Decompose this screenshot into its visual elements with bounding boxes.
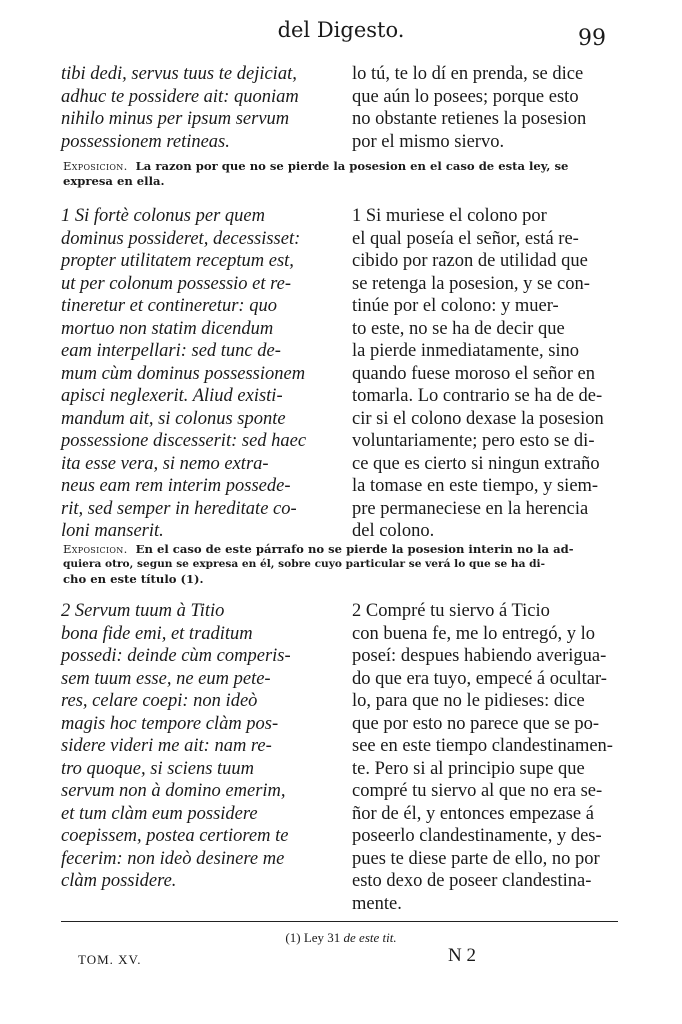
exposition-note-1	[63, 159, 618, 189]
latin-line: possessione discesserit: sed haec	[61, 431, 307, 451]
spanish-line: se retenga la posesion, y se con-	[352, 273, 590, 294]
spanish-line: ce que es cierto si ningun extraño	[352, 453, 600, 474]
exposition-line: expresa en ella.	[63, 174, 165, 188]
exposition-line: En el caso de este párrafo no se pierde la posesion interin no la ad-	[135, 542, 574, 556]
exposition-line: La razon por que no se pierde la posesion en el caso de esta ley, se	[135, 159, 569, 173]
latin-line: et tum clàm eum possidere	[61, 803, 258, 824]
spanish-line: la tomase en este tiempo, y siem-	[352, 476, 599, 496]
latin-line: bona fide emi, et traditum	[61, 623, 253, 644]
latin-line: dominus possideret, decessisset:	[61, 228, 301, 249]
latin-line: possedi: deinde cùm comperis-	[61, 646, 291, 666]
exposition-note-2	[63, 542, 618, 587]
spanish-line: to este, no se ha de decir que	[352, 318, 565, 339]
spanish-line: do que era tuyo, empecé á ocultar-	[352, 668, 607, 689]
latin-line: adhuc te possidere ait: quoniam	[61, 86, 299, 107]
spanish-line: pues te diese parte de ello, no por	[352, 848, 600, 869]
running-header: del Digesto.	[277, 18, 405, 42]
spanish-line: mente.	[352, 893, 402, 914]
spanish-line: voluntariamente; pero esto se di-	[352, 431, 595, 451]
spanish-line: 2 Compré tu siervo á Ticio	[352, 601, 550, 621]
spanish-line: te. Pero si al principio supe que	[352, 758, 585, 779]
spanish-line: see en este tiempo clandestinamen-	[352, 736, 613, 756]
spanish-line: que por esto no parece que se po-	[352, 713, 600, 734]
spanish-line: esto dexo de poseer clandestina-	[352, 871, 592, 891]
page-number: 99	[578, 26, 606, 51]
spanish-line: quando fuese moroso el señor en	[352, 363, 596, 384]
footnote-italic-text: de este tit.	[343, 930, 397, 945]
latin-line: loni manserit.	[61, 521, 164, 541]
spanish-line: la pierde inmediatamente, sino	[352, 341, 580, 361]
spanish-text-block-1	[352, 205, 604, 543]
latin-line: servum non à domino emerim,	[61, 781, 286, 801]
volume-label: TOM. XV.	[78, 952, 142, 967]
latin-line: nihilo minus per ipsum servum	[61, 109, 290, 129]
spanish-line: cir si el colono dexase la posesion	[352, 408, 604, 429]
latin-line: ita esse vera, si nemo extra-	[61, 453, 269, 474]
latin-line: res, celare coepi: non ideò	[61, 691, 258, 711]
spanish-text-block-0	[352, 63, 586, 153]
latin-text-block-0	[61, 63, 299, 153]
spanish-line: 1 Si muriese el colono por	[352, 206, 547, 226]
latin-line: 1 Si fortè colonus per quem	[61, 206, 265, 226]
latin-line: apisci neglexerit. Aliud existi-	[61, 386, 283, 406]
spanish-line: que aún lo posees; porque esto	[352, 86, 579, 107]
spanish-line: compré tu siervo al que no era se-	[352, 781, 603, 801]
latin-line: mum cùm dominus possessionem	[61, 363, 306, 384]
exposition-heading: Exposicion.	[63, 159, 128, 173]
footnote	[0, 930, 682, 946]
latin-line: mortuo non statim dicendum	[61, 318, 274, 339]
exposition-line: cho en este título (1).	[63, 572, 204, 586]
latin-line: clàm possidere.	[61, 871, 177, 891]
spanish-line: con buena fe, me lo entregó, y lo	[352, 623, 595, 644]
latin-line: propter utilitatem receptum est,	[61, 251, 294, 271]
spanish-line: cibido por razon de utilidad que	[352, 251, 588, 271]
latin-line: magis hoc tempore clàm pos-	[61, 713, 279, 734]
latin-line: neus eam rem interim possede-	[61, 476, 291, 496]
latin-line: possessionem retineas.	[61, 131, 230, 152]
spanish-line: poseerlo clandestinamente, y des-	[352, 826, 602, 846]
latin-line: rit, sed semper in hereditate co-	[61, 498, 297, 519]
spanish-line: lo tú, te lo dí en prenda, se dice	[352, 64, 584, 84]
spanish-line: pre permaneciese en la herencia	[352, 498, 589, 519]
spanish-text-block-2	[352, 600, 613, 915]
latin-text-block-2	[61, 600, 291, 893]
latin-line: sidere videri me ait: nam re-	[61, 736, 272, 756]
latin-line: coepissem, postea certiorem te	[61, 826, 289, 846]
latin-line: tro quoque, si sciens tuum	[61, 758, 255, 779]
latin-line: tibi dedi, servus tuus te dejiciat,	[61, 64, 297, 84]
latin-line: mandum ait, si colonus sponte	[61, 408, 286, 429]
latin-line: tineretur et contineretur: quo	[61, 296, 277, 316]
latin-line: eam interpellari: sed tunc de-	[61, 341, 281, 361]
signature-mark: N 2	[448, 945, 476, 966]
latin-text-block-1	[61, 205, 306, 543]
footnote-rule	[61, 921, 618, 922]
spanish-line: lo, para que no le pidieses: dice	[352, 691, 585, 711]
spanish-line: poseí: despues habiendo averigua-	[352, 646, 607, 666]
spanish-line: el qual poseía el señor, está re-	[352, 228, 579, 249]
spanish-line: del colono.	[352, 521, 435, 541]
exposition-heading: Exposicion.	[63, 542, 128, 556]
latin-line: ut per colonum possessio et re-	[61, 273, 292, 294]
spanish-line: no obstante retienes la posesion	[352, 109, 587, 129]
latin-line: sem tuum esse, ne eum pete-	[61, 668, 271, 689]
latin-line: 2 Servum tuum à Titio	[61, 601, 225, 621]
footnote-text: Ley 31	[303, 930, 341, 945]
footnote-marker: (1)	[285, 930, 301, 945]
spanish-line: por el mismo siervo.	[352, 131, 505, 152]
spanish-line: ñor de él, y entonces empezase á	[352, 803, 594, 824]
exposition-line: quiera otro, segun se expresa en él, sobre cuyo particular se verá lo que se ha di-	[63, 558, 545, 570]
latin-line: fecerim: non ideò desinere me	[61, 848, 285, 869]
spanish-line: tinúe por el colono: y muer-	[352, 296, 559, 316]
spanish-line: tomarla. Lo contrario se ha de de-	[352, 386, 603, 406]
